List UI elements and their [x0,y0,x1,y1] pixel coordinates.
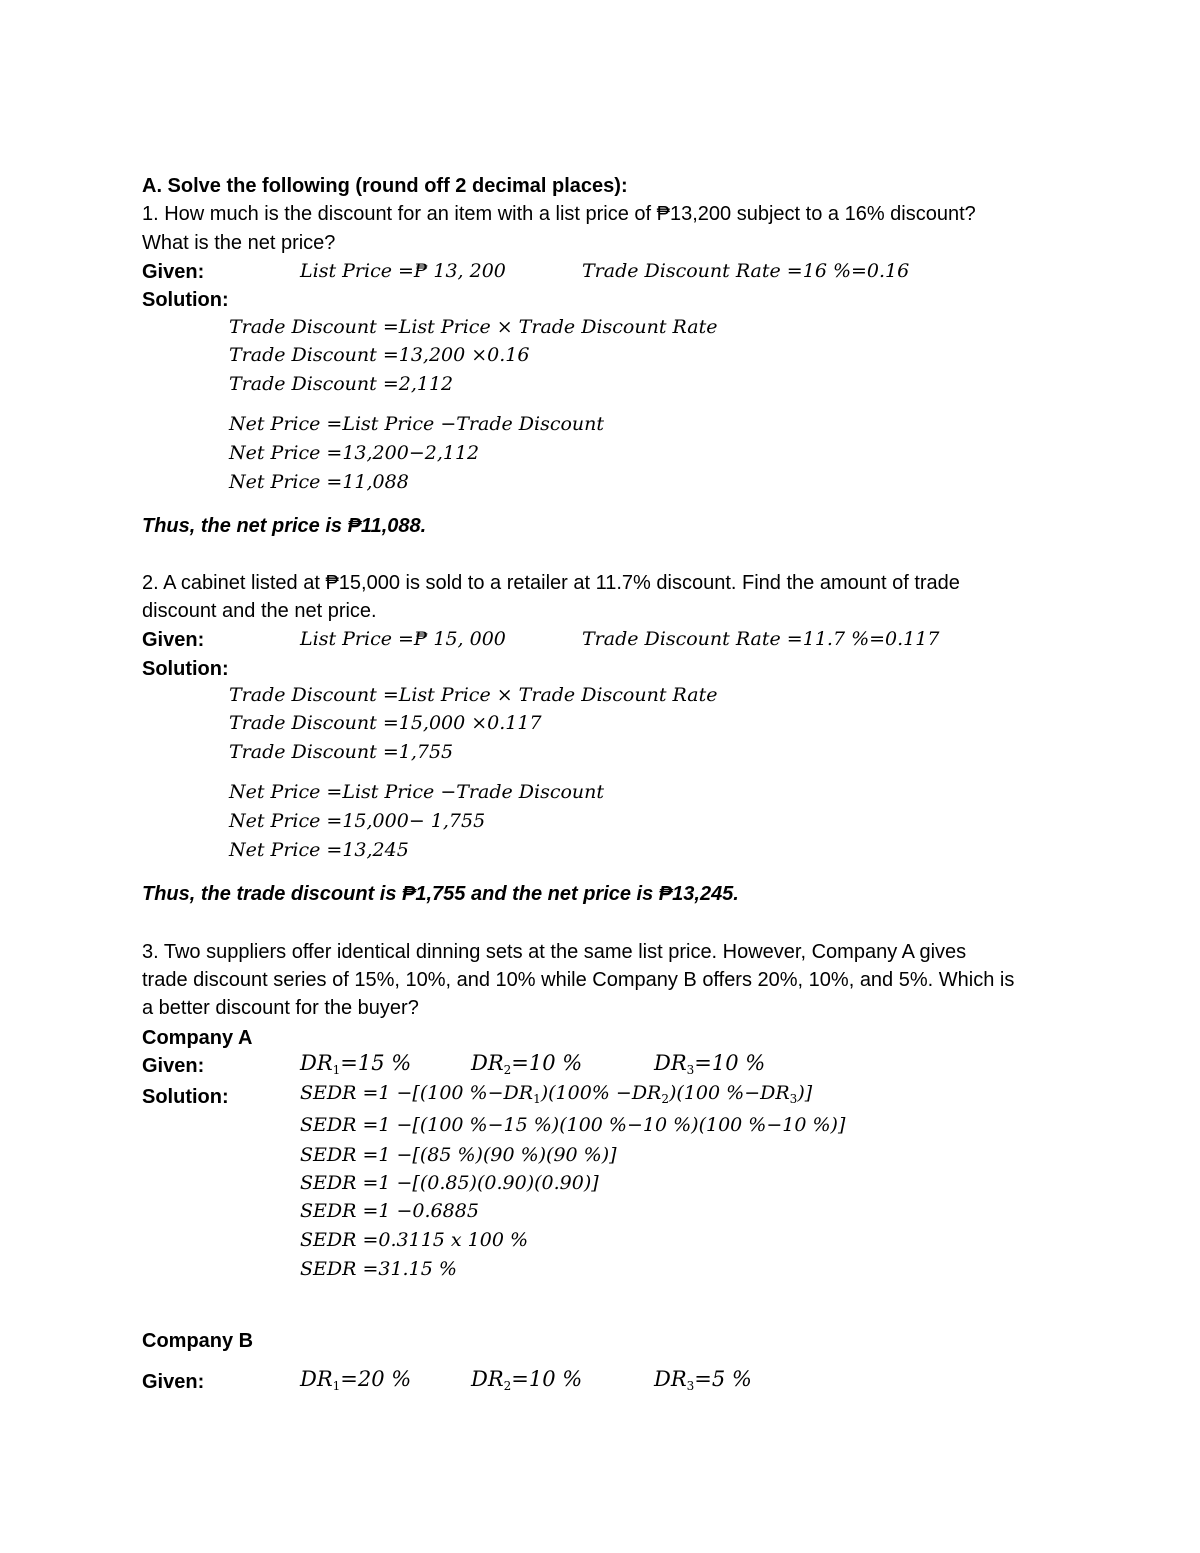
problem-2-conclusion: Thus, the trade discount is ₱1,755 and the net price is ₱13,245. [142,883,739,905]
problem-2-given-list-price: List Price =₱ 15, 000 [300,628,506,650]
problem-2-given-discount-rate: Trade Discount Rate =11.7 %=0.117 [582,628,940,650]
problem-1-question-line-1: 1. How much is the discount for an item with a list price of ₱13,200 subject to a 16% discount? [142,203,976,225]
problem-1-step: Trade Discount =13,200 ×0.16 [229,344,530,366]
company-b-dr1: $DR_1=20$ % [300,1367,412,1393]
company-a-step: SEDR =1 −0.6885 [300,1200,479,1222]
problem-1-step: Trade Discount =2,112 [229,373,454,395]
problem-1-conclusion: Thus, the net price is ₱11,088. [142,515,427,537]
problem-1-step: Net Price =11,088 [229,471,409,493]
problem-1-step: Net Price =13,200−2,112 [229,442,480,464]
problem-1-given-discount-rate: Trade Discount Rate =16 %=0.16 [582,260,910,282]
problem-2-question-line-1: 2. A cabinet listed at ₱15,000 is sold to a retailer at 11.7% discount. Find the amount of trade [142,572,960,594]
problem-1-step: Trade Discount =List Price × Trade Discount Rate [229,316,718,338]
company-a-given-label: Given: [142,1055,205,1077]
problem-3-question-line-1: 3. Two suppliers offer identical dinning sets at the same list price. However, Company A gives [142,941,967,963]
problem-2-step: Trade Discount =15,000 ×0.117 [229,712,542,734]
problem-2-step: Net Price =13,245 [229,839,409,861]
company-a-solution-label: Solution: [142,1086,229,1108]
problem-2-solution-label: Solution: [142,658,229,680]
problem-1-given-label: Given: [142,261,205,283]
problem-3-question-line-2: trade discount series of 15%, 10%, and 10% while Company B offers 20%, 10%, and 5%. Which is [142,969,1015,991]
company-b-dr3: $DR_3=5$ % [654,1367,752,1393]
company-a-heading: Company A [142,1027,253,1049]
company-a-step: SEDR =1 −[(0.85)(0.90)(0.90)] [300,1172,599,1194]
company-b-heading: Company B [142,1330,254,1352]
company-a-step: SEDR =1 −[(100 %−15 %)(100 %−10 %)(100 %−10 %)] [300,1114,846,1136]
problem-2-step: Net Price =List Price −Trade Discount [229,781,605,803]
problem-2-step: Trade Discount =List Price × Trade Discount Rate [229,684,718,706]
problem-2-given-label: Given: [142,629,205,651]
company-a-step: SEDR =0.3115 x 100 % [300,1229,529,1251]
company-b-given-label: Given: [142,1371,205,1393]
problem-2-step: Net Price =15,000− 1,755 [229,810,486,832]
company-a-step: SEDR =1 −[(85 %)(90 %)(90 %)] [300,1144,617,1166]
problem-3-question-line-3: a better discount for the buyer? [142,997,419,1019]
problem-2-question-line-2: discount and the net price. [142,600,377,622]
problem-1-given-list-price: List Price =₱ 13, 200 [300,260,506,282]
company-a-dr1: $DR_1=15$ % [300,1051,412,1077]
problem-2-step: Trade Discount =1,755 [229,741,454,763]
company-a-dr3: $DR_3=10$ % [654,1051,766,1077]
problem-1-question-line-2: What is the net price? [142,232,336,254]
problem-1-step: Net Price =List Price −Trade Discount [229,413,605,435]
problem-1-solution-label: Solution: [142,289,229,311]
company-b-dr2: $DR_2=10$ % [471,1367,583,1393]
company-a-step-formula: SEDR =1 −[(100 $\%-DR_1)(100\% -DR_2)(100$ $\%-DR_3$)] [300,1082,813,1106]
section-title: A. Solve the following (round off 2 decimal places): [142,175,628,197]
company-a-dr2: $DR_2=10$ % [471,1051,583,1077]
company-a-step: SEDR =31.15 % [300,1258,457,1280]
